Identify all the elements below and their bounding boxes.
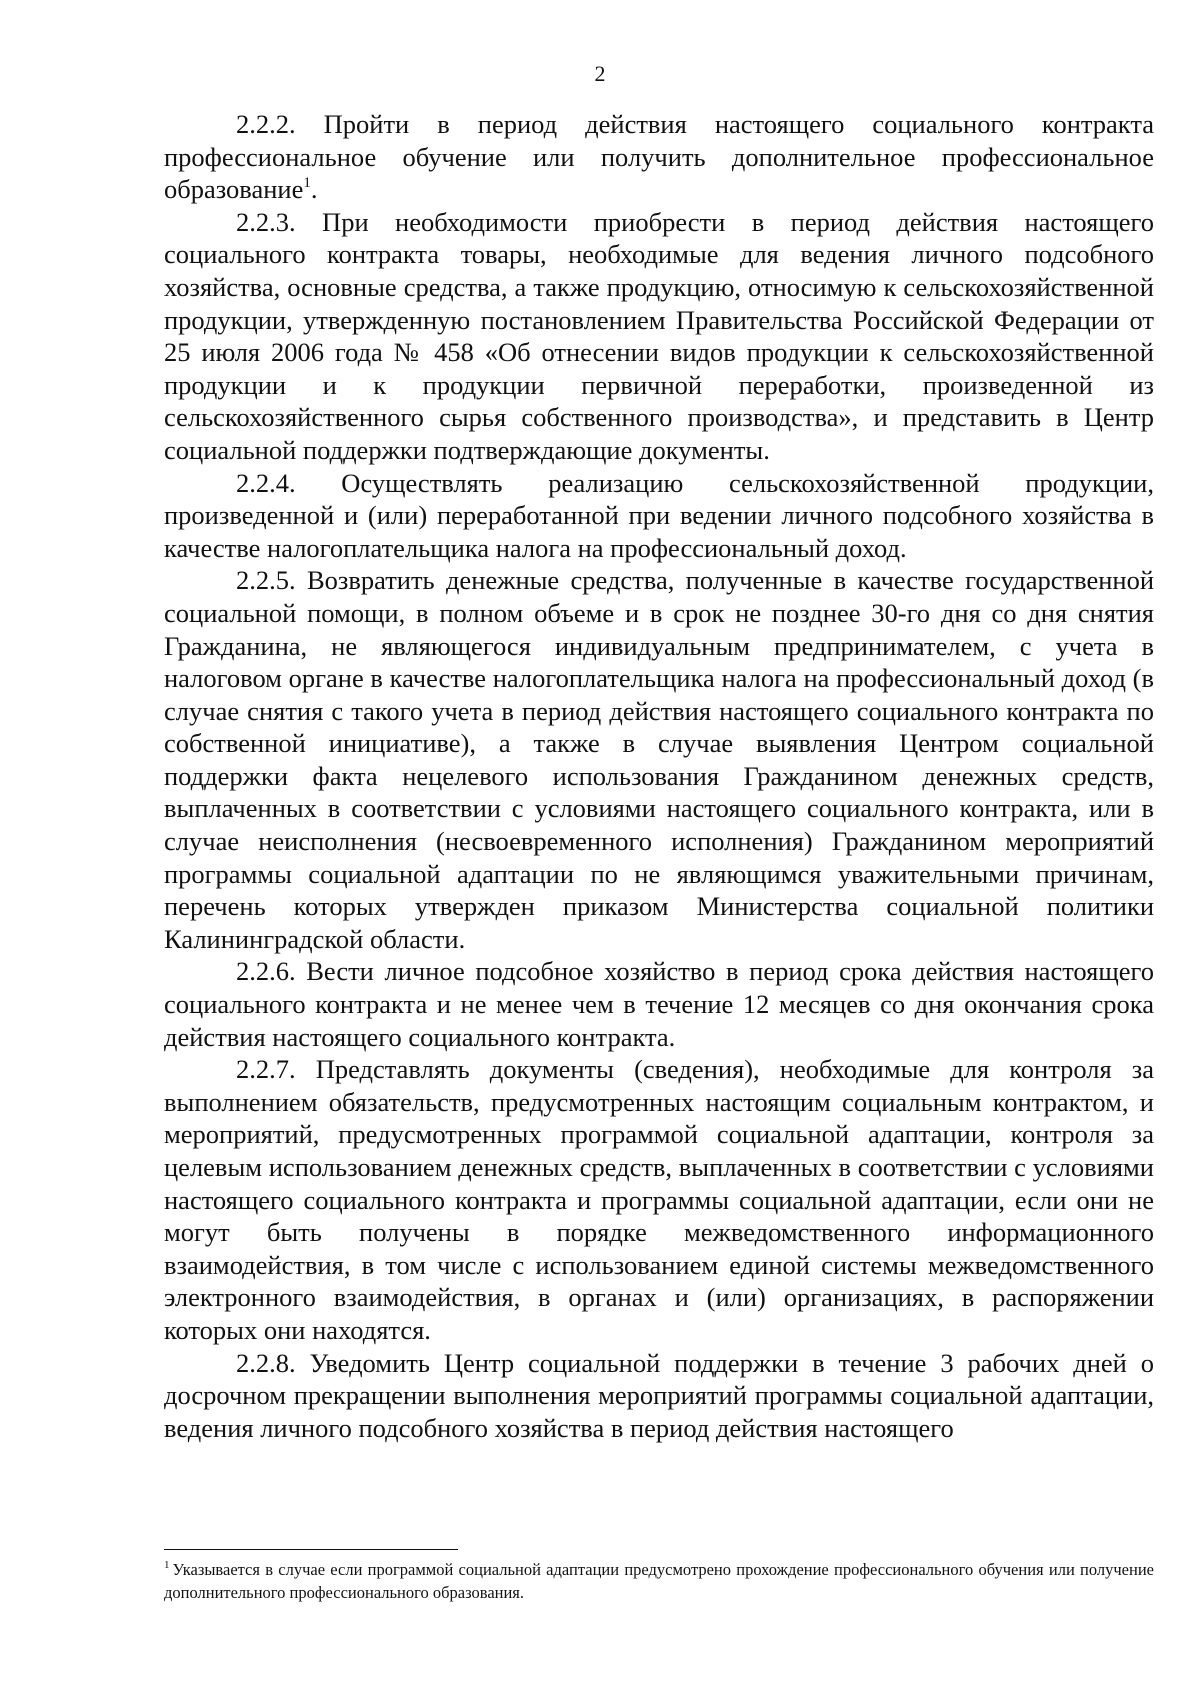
paragraph-text: 2.2.2. Пройти в период действия настоящего социального контракта профессиональное обучение или получить дополнительное профессиональное образование — [164, 109, 1154, 205]
footnote-divider — [164, 1549, 458, 1550]
paragraph-2-2-4: 2.2.4. Осуществлять реализацию сельскохозяйственной продукции, произведенной и (или) переработанной при ведении личного подсобного хозяйства в качестве налогоплательщика налога на профессиональный доход. — [164, 467, 1154, 563]
paragraph-2-2-5: 2.2.5. Возвратить денежные средства, полученные в качестве государственной социальной помощи, в полном объеме и в срок не позднее 30-го дня со дня снятия Гражданина, не являющегося индивидуальным предпринимателем, с учета в налоговом органе в качестве налогоплательщика налога на профессиональный доход (в случае снятия с такого учета в период действия настоящего социального контракта по собственной инициативе), а также в случае выявления Центром социальной поддержки факта нецелевого использования Гражданином денежных средств, выплаченных в соответствии с условиями настоящего социального контракта, или в случае неисполнения (несвоевременного исполнения) Гражданином мероприятий программы социальной адаптации по не являющимся уважительными причинам, перечень которых утвержден приказом Министерства социальной политики Калининградской области. — [164, 565, 1154, 954]
paragraph-end: . — [310, 174, 318, 205]
paragraph-2-2-8: 2.2.8. Уведомить Центр социальной поддержки в течение 3 рабочих дней о досрочном прекращении выполнения мероприятий программы социальной адаптации, ведения личного подсобного хозяйства в период действия настоящего — [164, 1347, 1154, 1443]
footnote-text: Указывается в случае если программой социальной адаптации предусмотрено прохождение профессионального обучения или получение дополнительного профессионального образования. — [164, 1560, 1154, 1602]
paragraph-2-2-7: 2.2.7. Представлять документы (сведения), необходимые для контроля за выполнением обязательств, предусмотренных настоящим социальным контрактом, и мероприятий, предусмотренных программой социальной адаптации, контроля за целевым использованием денежных средств, выплаченных в соответствии с условиями настоящего социального контракта и программы социальной адаптации, если они не могут быть получены в порядке межведомственного информационного взаимодействия, в том числе с использованием единой системы межведомственного электронного взаимодействия, в органах и (или) организациях, в распоряжении которых они находятся. — [164, 1054, 1154, 1345]
footnote-reference: 1 — [303, 175, 311, 192]
page-number: 2 — [594, 61, 606, 86]
paragraph-2-2-2 — [164, 108, 1154, 206]
paragraph-2-2-3: 2.2.3. При необходимости приобрести в период действия настоящего социального контракта товары, необходимые для ведения личного подсобного хозяйства, основные средства, а также продукцию, относимую к сельскохозяйственной продукции, утвержденную постановлением Правительства Российской Федерации от 25 июля 2006 года № 458 «Об отнесении видов продукции к сельскохозяйственной продукции и к продукции первичной переработки, произведенной из сельскохозяйственного сырья собственного производства», и представить в Центр социальной поддержки подтверждающие документы. — [164, 206, 1154, 465]
footnote-marker: 1 — [164, 1559, 170, 1571]
paragraph-2-2-6: 2.2.6. Вести личное подсобное хозяйство в период срока действия настоящего социального контракта и не менее чем в течение 12 месяцев со дня окончания срока действия настоящего социального контракта. — [164, 956, 1154, 1052]
document-body — [164, 108, 1154, 1444]
footnote — [164, 1558, 1154, 1604]
